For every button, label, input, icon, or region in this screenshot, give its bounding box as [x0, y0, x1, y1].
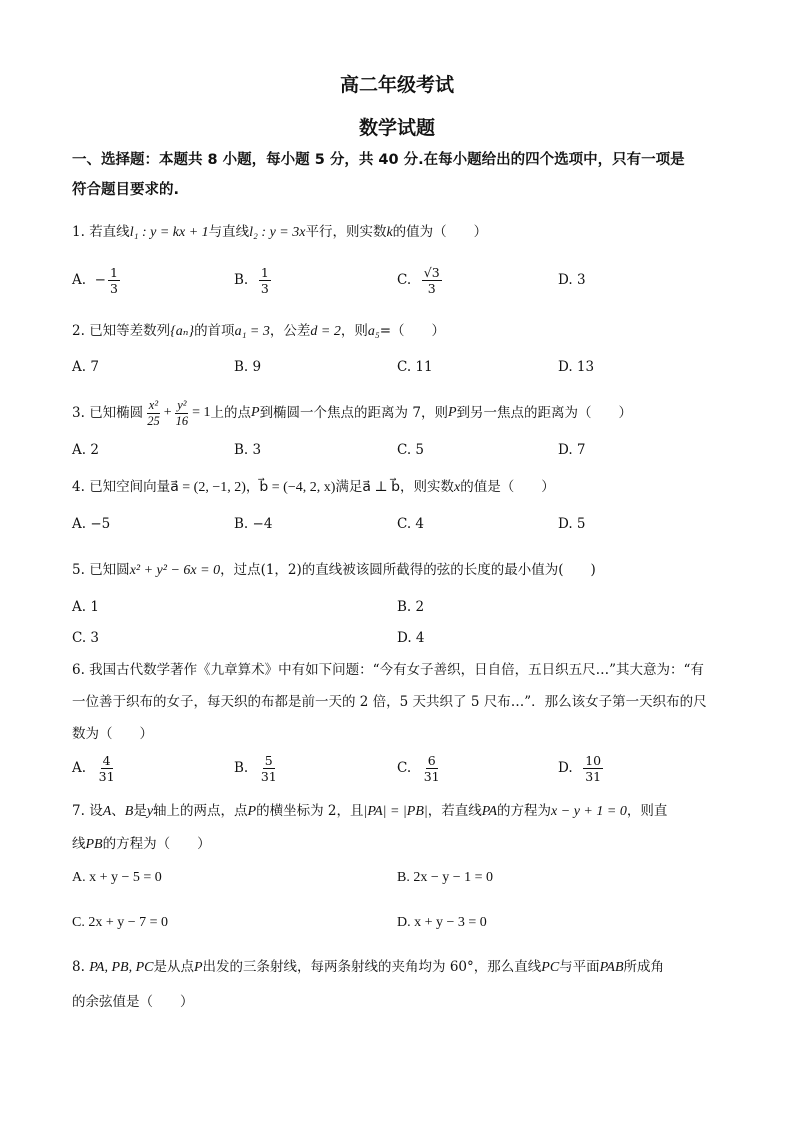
math-expr: P — [251, 405, 260, 420]
question-text-line3: 数为（ ） — [72, 726, 153, 742]
fraction — [108, 265, 120, 296]
question-text-line1 — [72, 795, 732, 828]
question-number: 5. — [72, 562, 85, 578]
fraction — [145, 398, 162, 429]
numerator: 1 — [260, 264, 269, 280]
math-expr: {aₙ} — [170, 324, 195, 339]
math-expr: PA — [481, 804, 498, 819]
option-d[interactable] — [558, 262, 586, 298]
question-4 — [72, 472, 732, 503]
denominator: 3 — [260, 280, 269, 296]
option-c[interactable]: C. 4 — [397, 516, 425, 532]
denominator: 16 — [175, 413, 189, 428]
option-d[interactable]: D. 7 — [558, 442, 586, 458]
question-text: 与平面 — [559, 959, 600, 975]
numerator: 6 — [427, 752, 436, 768]
question-text: ， — [245, 479, 260, 495]
question-text: 的横坐标为 2，且 — [256, 803, 364, 819]
question-text: 是从点 — [153, 959, 194, 975]
question-text: 已知空间向量 — [89, 479, 171, 495]
question-text-line1: 6. 我国古代数学著作《九章算术》中有如下问题：“今有女子善织，日自倍，五日织五尺…”其大意为：“有 — [72, 662, 704, 678]
fraction — [174, 398, 191, 429]
option-b[interactable]: B. 2x − y − 1 = 0 — [397, 870, 494, 885]
math-expr: |PA| = |PB| — [363, 804, 428, 819]
numerator: 10 — [585, 752, 602, 768]
fraction — [259, 265, 271, 296]
question-text: 设 — [89, 803, 103, 819]
question-text: 平行，则实数 — [305, 224, 387, 240]
option-a[interactable]: A. 1 — [72, 599, 99, 615]
option-b[interactable]: B. −4 — [234, 516, 273, 532]
option-d[interactable]: D. 5 — [558, 516, 586, 532]
numerator: y² — [177, 397, 187, 412]
question-7 — [72, 795, 732, 861]
plus-sign: + — [163, 405, 172, 420]
option-value: 3 — [576, 272, 586, 288]
math-expr: A — [102, 804, 112, 819]
option-label: C. — [397, 760, 412, 776]
option-c[interactable] — [397, 262, 444, 298]
question-text: 线 — [72, 836, 86, 852]
option-a[interactable]: A. 7 — [72, 359, 99, 375]
denominator: 31 — [585, 768, 602, 784]
option-d[interactable] — [558, 750, 605, 786]
question-number: 8. — [72, 959, 85, 975]
math-expr: a₁ = 3 — [234, 324, 270, 339]
minus-sign: − — [94, 272, 106, 288]
question-text: ，则直 — [626, 803, 668, 819]
question-text: 所成角 — [623, 959, 665, 975]
question-text: 的值为（ ） — [392, 224, 488, 240]
math-expr: P — [193, 960, 203, 975]
fraction — [97, 753, 117, 784]
question-text: ，公差 — [269, 323, 311, 339]
math-expr: PA, PB, PC — [89, 960, 154, 975]
numerator: 5 — [264, 752, 273, 768]
option-d[interactable]: D. 4 — [397, 630, 425, 646]
question-4-options — [72, 506, 732, 542]
math-expr: a₅ — [367, 324, 380, 339]
question-text: ，则实数 — [400, 479, 455, 495]
option-b[interactable]: B. 2 — [397, 599, 425, 615]
page-title: 高二年级考试 — [339, 74, 454, 96]
section-heading-line1: 一、选择题：本题共 8 小题，每小题 5 分，共 40 分.在每小题给出的四个选项中，只有一项是 — [72, 152, 685, 168]
question-text: =（ ） — [379, 323, 446, 339]
question-text: 已知圆 — [89, 562, 130, 578]
math-expr: PAB — [599, 960, 624, 975]
math-expr: k — [386, 225, 393, 240]
section-heading — [72, 145, 732, 205]
question-6-options — [72, 750, 732, 786]
question-2-options — [72, 349, 732, 385]
math-expr: l₂ : y = 3x — [249, 225, 306, 240]
question-text: 若直线 — [89, 224, 130, 240]
option-d[interactable]: D. x + y − 3 = 0 — [397, 915, 487, 930]
math-expr: l₁ : y = kx + 1 — [129, 225, 209, 240]
question-text: 的方程为（ ） — [102, 836, 211, 852]
question-text: 满足 — [335, 479, 363, 495]
math-expr: x — [454, 480, 461, 495]
numerator: 1 — [109, 264, 118, 280]
question-text: ，若直线 — [427, 803, 482, 819]
option-a[interactable] — [72, 750, 119, 786]
option-a[interactable]: A. x + y − 5 = 0 — [72, 870, 162, 885]
option-label: B. — [234, 272, 249, 288]
fraction — [422, 753, 442, 784]
question-text: 上的点 — [210, 405, 251, 421]
option-c[interactable]: C. 2x + y − 7 = 0 — [72, 915, 169, 930]
equals-sign: = 1 — [192, 405, 211, 420]
fraction — [422, 265, 442, 296]
question-text: ，过点(1，2)的直线被该圆所截得的弦的长度的最小值为( ) — [220, 562, 596, 578]
option-label: D. — [558, 760, 573, 776]
question-8 — [72, 950, 732, 1019]
option-b[interactable] — [234, 262, 273, 298]
denominator: 31 — [423, 768, 440, 784]
math-expr: a⃗ ⊥ b⃗ — [362, 480, 401, 495]
question-5-options-row2 — [72, 620, 732, 656]
option-d[interactable]: D. 13 — [558, 359, 595, 375]
fraction — [259, 753, 279, 784]
math-expr: x² + y² − 6x = 0 — [129, 563, 221, 578]
question-text-line1 — [72, 950, 732, 985]
question-7-options-row1 — [72, 860, 732, 896]
question-3-options — [72, 432, 732, 468]
math-expr: P — [247, 804, 257, 819]
question-text: 是 — [133, 803, 147, 819]
option-b[interactable]: B. 9 — [234, 359, 262, 375]
question-text: 出发的三条射线，每两条射线的夹角均为 60°，那么直线 — [202, 959, 542, 975]
option-c[interactable]: C. 5 — [397, 442, 425, 458]
question-3 — [72, 395, 732, 431]
option-a[interactable]: A. 2 — [72, 442, 99, 458]
math-expr: B — [124, 804, 134, 819]
question-text-line2: 的余弦值是（ ） — [72, 994, 194, 1010]
math-expr: PB — [85, 837, 103, 852]
question-text: 轴上的两点，点 — [153, 803, 248, 819]
question-number: 4. — [72, 479, 85, 495]
question-text-line2 — [72, 828, 732, 861]
question-7-options-row2 — [72, 905, 732, 941]
denominator: 3 — [109, 280, 118, 296]
question-number: 1. — [72, 224, 85, 240]
page-subtitle: 数学试题 — [358, 117, 435, 139]
question-number: 3. — [72, 405, 85, 421]
option-label: C. — [397, 272, 412, 288]
option-b[interactable] — [234, 750, 281, 786]
math-expr: y — [146, 804, 154, 819]
question-text-line2: 一位善于织布的女子，每天织的布都是前一天的 2 倍，5 天共织了 5 尺布…”．那么该女子第一天织布的尺 — [72, 694, 707, 710]
question-text: 的方程为 — [497, 803, 552, 819]
option-label: A. — [72, 760, 87, 776]
denominator: 25 — [147, 413, 160, 428]
question-text: 、 — [111, 803, 125, 819]
option-label: A. — [72, 272, 87, 288]
question-number: 7. — [72, 803, 85, 819]
math-expr: d = 2 — [310, 324, 341, 339]
question-text: 的首项 — [194, 323, 235, 339]
denominator: 31 — [98, 768, 115, 784]
numerator: x² — [148, 397, 159, 412]
denominator: 3 — [427, 280, 436, 296]
question-text: 到另一焦点的距离为（ ） — [456, 405, 633, 421]
math-expr: x − y + 1 = 0 — [551, 804, 627, 819]
fraction — [583, 753, 603, 784]
math-expr: b⃗ = (−4, 2, x) — [259, 480, 336, 495]
question-text: 到椭圆一个焦点的距离为 7，则 — [259, 405, 448, 421]
question-1 — [72, 217, 732, 248]
option-c[interactable]: C. 11 — [397, 359, 433, 375]
question-6 — [72, 654, 732, 750]
question-2 — [72, 316, 732, 347]
question-text: 的值是（ ） — [460, 479, 555, 495]
question-number: 2. — [72, 323, 85, 339]
option-c[interactable] — [397, 750, 444, 786]
question-text: ，则 — [340, 323, 368, 339]
question-5 — [72, 555, 732, 586]
option-c[interactable]: C. 3 — [72, 630, 100, 646]
option-b[interactable]: B. 3 — [234, 442, 262, 458]
option-label: D. — [558, 272, 573, 288]
option-label: B. — [234, 760, 249, 776]
numerator: √3 — [423, 264, 440, 280]
option-a[interactable] — [72, 262, 122, 298]
question-text: 已知椭圆 — [89, 405, 144, 421]
numerator: 4 — [102, 752, 111, 768]
option-a[interactable]: A. −5 — [72, 516, 111, 532]
math-expr: a⃗ = (2, −1, 2) — [170, 480, 246, 495]
question-1-options — [72, 262, 732, 298]
question-text: 与直线 — [208, 224, 250, 240]
question-text: 已知等差数列 — [89, 323, 171, 339]
math-expr: P — [447, 405, 457, 420]
section-heading-line2: 符合题目要求的. — [72, 182, 180, 198]
denominator: 31 — [260, 768, 277, 784]
math-expr: PC — [541, 960, 560, 975]
